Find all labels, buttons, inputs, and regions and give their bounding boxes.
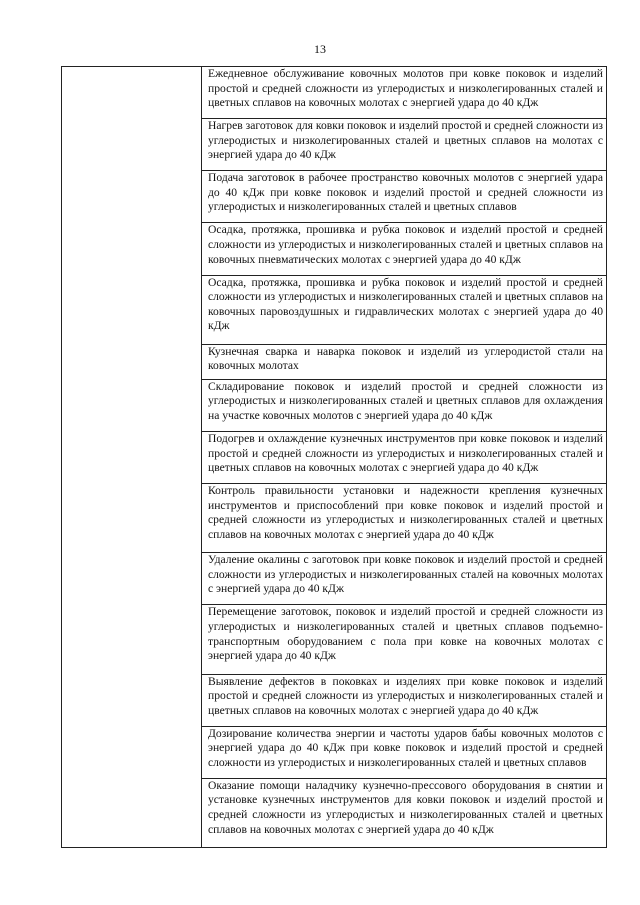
table-cell (202, 674, 607, 726)
table-cell (202, 778, 607, 847)
table-cell (202, 605, 607, 674)
labor-action-text: Ежедневное обслуживание ковочных молотов при ковке поковок и изделий простой и средней сложности из углеродистых и низколегированных сталей и цветных сплавов на ковочных молотах с энергией удара до 40 кДж (208, 67, 603, 110)
table-cell (202, 726, 607, 778)
table-cell (202, 344, 607, 379)
table-row (62, 67, 607, 119)
labor-action-text: Подогрев и охлаждение кузнечных инструментов при ковке поковок и изделий простой и средней сложности из углеродистых и низколегированных сталей и цветных сплавов на ковочных молотах с энергией удара до 40 кДж (208, 431, 603, 475)
labor-action-text: Подача заготовок в рабочее пространство ковочных молотов с энергией удара до 40 кДж при ковке поковок и изделий простой и средней сложности из углеродистых и низколегированных сталей и цветных сплавов (208, 171, 603, 214)
labor-action-text: Выявление дефектов в поковках и изделиях при ковке поковок и изделий простой и средней сложности из углеродистых и низколегированных сталей и цветных сплавов на ковочных молотах с энергией удара до 40 кДж (208, 674, 603, 717)
labor-action-text: Перемещение заготовок, поковок и изделий простой и средней сложности из углеродистых и низколегированных сталей и цветных сплавов подъемно-транспортным оборудованием с пола при ковке на ковочных молотах с энергией удара до 40 кДж (208, 605, 603, 663)
labor-action-text: Складирование поковок и изделий простой и средней сложности из углеродистых и низколегированных сталей и цветных сплавов для охлаждения на участке ковочных молотов с энергией удара до 40 кДж (208, 379, 603, 423)
labor-action-text: Осадка, протяжка, прошивка и рубка поковок и изделий простой и средней сложности из углеродистых и низколегированных сталей и цветных сплавов на ковочных паровоздушных и гидравлических молотах с энергией удара до 40 кДж (208, 275, 603, 333)
table-cell (202, 379, 607, 431)
labor-action-text: Кузнечная сварка и наварка поковок и изделий из углеродистой стали на ковочных молотах (208, 344, 603, 373)
table-cell (202, 431, 607, 483)
table-cell (202, 119, 607, 171)
labor-action-text: Контроль правильности установки и надежности крепления кузнечных инструментов и приспособлений при ковке поковок и изделий простой и средней сложности из углеродистых и низколегированных сталей и цветных сплавов на ковочных молотах с энергией удара до 40 кДж (208, 484, 603, 541)
table-cell (202, 171, 607, 223)
table-cell (202, 484, 607, 553)
labor-action-text: Дозирование количества энергии и частоты ударов бабы ковочных молотов с энергией удара до 40 кДж при ковке поковок и изделий простой и средней сложности из углеродистых и низколегированных сталей и цветных сплавов (208, 726, 603, 769)
labor-action-text: Нагрев заготовок для ковки поковок и изделий простой и средней сложности из углеродистых и низколегированных сталей и цветных сплавов на молотах с энергией удара до 40 кДж (208, 119, 603, 162)
labor-action-text: Оказание помощи наладчику кузнечно-прессового оборудования в снятии и установке кузнечных инструментов для ковки поковок и изделий простой и средней сложности из углеродистых и низколегированных сталей и цветных сплавов на ковочных молотах с энергией удара до 40 кДж (208, 778, 603, 836)
labor-action-text: Удаление окалины с заготовок при ковке поковок и изделий простой и средней сложности из углеродистых и низколегированных сталей на ковочных молотах с энергией удара до 40 кДж (208, 553, 603, 596)
table-label-cell (62, 67, 202, 848)
labor-actions-table (61, 66, 607, 848)
table-cell (202, 67, 607, 119)
table-cell (202, 275, 607, 344)
table-cell (202, 223, 607, 275)
page-number: 13 (314, 42, 326, 56)
labor-action-text: Осадка, протяжка, прошивка и рубка поковок и изделий простой и средней сложности из углеродистых и низколегированных сталей и цветных сплавов на ковочных пневматических молотах с энергией удара до 40 кДж (208, 223, 603, 266)
table-cell (202, 553, 607, 605)
